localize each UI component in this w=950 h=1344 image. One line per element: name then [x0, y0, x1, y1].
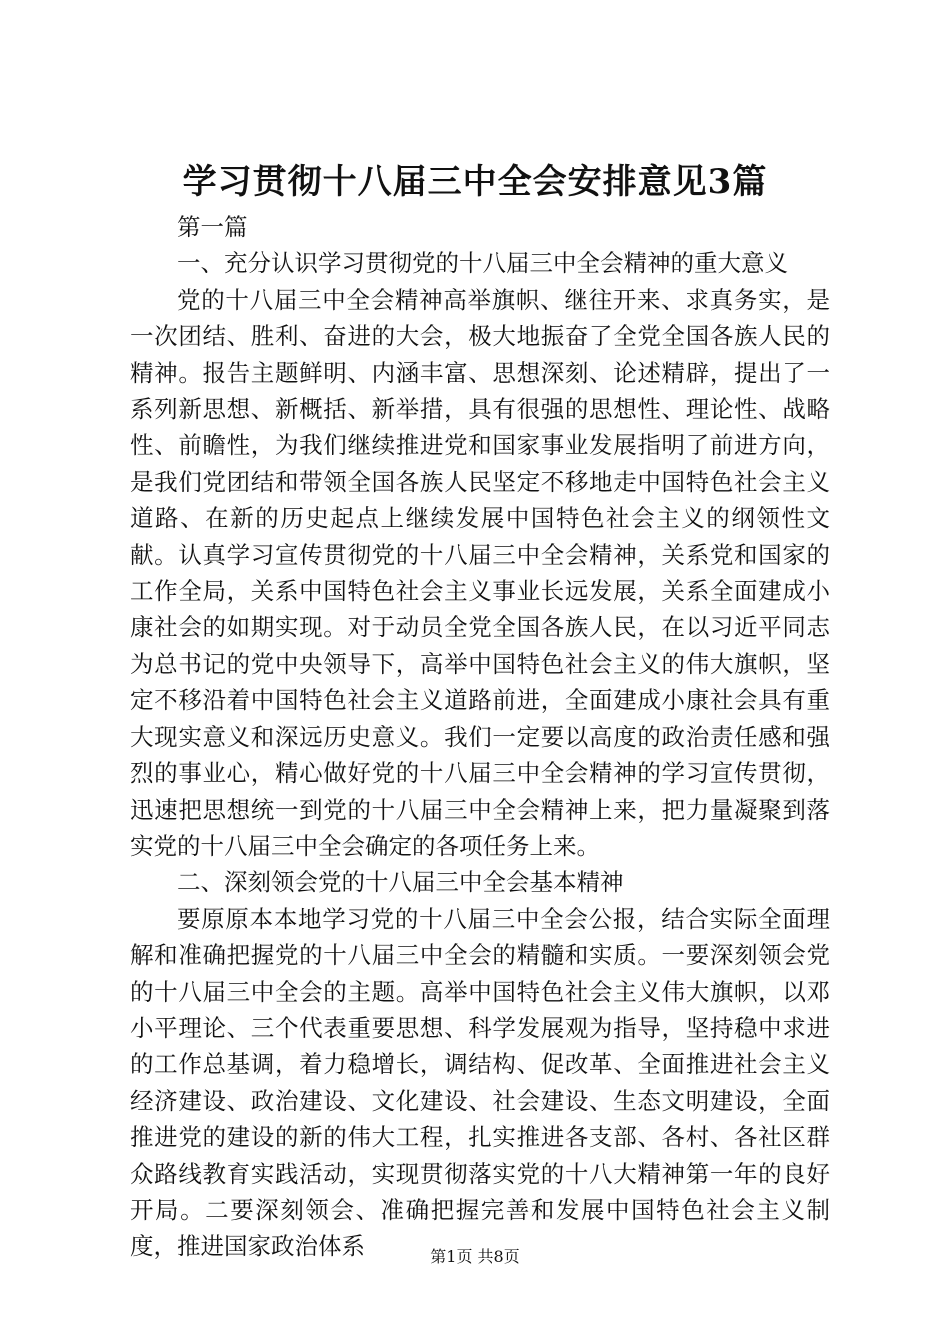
section-heading-first-part: 第一篇: [177, 213, 248, 241]
body-paragraph: 党的十八届三中全会精神高举旗帜、继往开来、求真务实，是一次团结、胜利、奋进的大会，极大地振奋了全党全国各族人民的精神。报告主题鲜明、内涵丰富、思想深刻、论述精辟，提出了一系列新思想、新概括、新举措，具有很强的思想性、理论性、战略性、前瞻性，为我们继续推进党和国家事业发展指明了前进方向，是我们党团结和带领全国各族人民坚定不移地走中国特色社会主义道路、在新的历史起点上继续发展中国特色社会主义的纲领性文献。认真学习宣传贯彻党的十八届三中全会精神，关系党和国家的工作全局，关系中国特色社会主义事业长远发展，关系全面建成小康社会的如期实现。对于动员全党全国各族人民，在以习近平同志为总书记的党中央领导下，高举中国特色社会主义的伟大旗帜，坚定不移沿着中国特色社会主义道路前进，全面建成小康社会具有重大现实意义和深远历史意义。我们一定要以高度的政治责任感和强烈的事业心，精心做好党的十八届三中全会精神的学习宣传贯彻，迅速把思想统一到党的十八届三中全会精神上来，把力量凝聚到落实党的十八届三中全会确定的各项任务上来。: [130, 285, 830, 860]
page-number-footer: 第1页 共8页: [430, 1247, 520, 1266]
body-paragraph: 要原原本本地学习党的十八届三中全会公报，结合实际全面理解和准确把握党的十八届三中全会的精髓和实质。一要深刻领会党的十八届三中全会的主题。高举中国特色社会主义伟大旗帜，以邓小平理论、三个代表重要思想、科学发展观为指导，坚持稳中求进的工作总基调，着力稳增长，调结构、促改革、全面推进社会主义经济建设、政治建设、文化建设、社会建设、生态文明建设，全面推进党的建设的新的伟大工程，扎实推进各支部、各村、各社区群众路线教育实践活动，实现贯彻落实党的十八大精神第一年的良好开局。二要深刻领会、准确把握完善和发展中国特色社会主义制度，推进国家政治体系: [130, 904, 830, 1261]
document-body: [130, 209, 830, 1265]
section-heading-2: 二、深刻领会党的十八届三中全会基本精神: [177, 868, 624, 897]
section-heading-1: 一、充分认识学习贯彻党的十八届三中全会精神的重大意义: [177, 249, 788, 278]
document-title: 学习贯彻十八届三中全会安排意见3篇: [182, 162, 768, 202]
